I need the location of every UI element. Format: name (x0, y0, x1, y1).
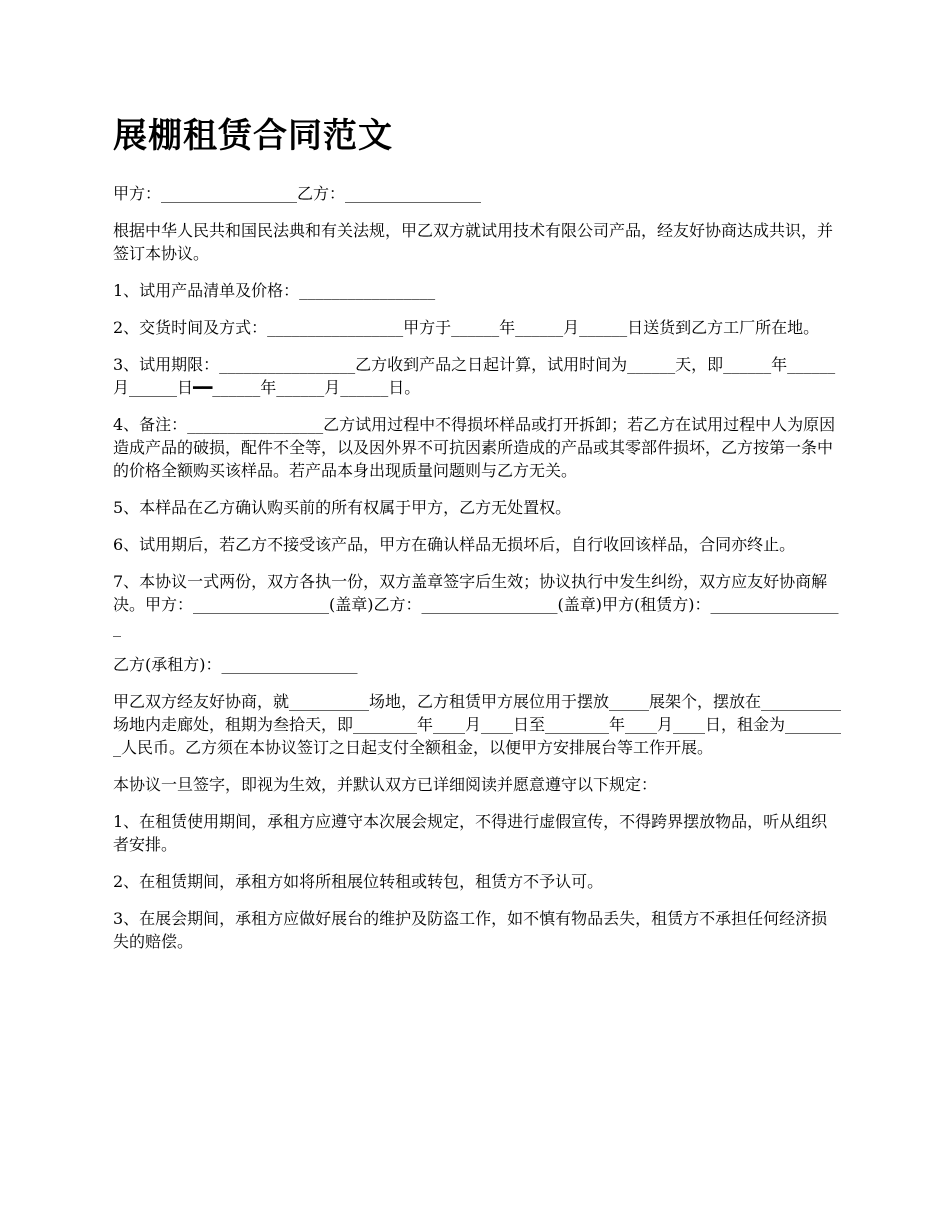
clause-6: 6、试用期后，若乙方不接受该产品，甲方在确认样品无损坏后，自行收回该样品，合同亦终止。 (113, 535, 796, 554)
document-title: 展棚租赁合同范文 (113, 116, 393, 156)
clause-5: 5、本样品在乙方确认购买前的所有权属于甲方，乙方无处置权。 (113, 498, 572, 517)
clause-4: 4、备注：_________________乙方试用过程中不得损坏样品或打开拆卸；若乙方在试用过程中人为原因造成产品的破损，配件不全等，以及因外界不可抗因素所造成的产品或其零部件损坏，乙方按第一条中的价格全额购买该样品。若产品本身出现质量问题则与乙方无关。 (113, 415, 836, 480)
lessee-signature-line: 乙方(承租方)：_________________ (113, 655, 358, 674)
rule-1: 1、在租赁使用期间，承租方应遵守本次展会规定，不得进行虚假宣传，不得跨界摆放物品，听从组织者安排。 (113, 812, 828, 854)
clause-2: 2、交货时间及方式：_________________甲方于______年______月______日送货到乙方工厂所在地。 (113, 318, 820, 337)
document-page (113, 110, 841, 967)
intro-paragraph: 根据中华人民共和国民法典和有关法规，甲乙双方就试用技术有限公司产品，经友好协商达成共识，并签订本协议。 (113, 221, 834, 263)
rental-terms-paragraph: 甲乙双方经友好协商，就__________场地，乙方租赁甲方展位用于摆放_____展架个，摆放在__________场地内走廊处，租期为叁拾天，即________年____月____日至________年____月____日，租金为________人民币。乙方须在本协议签订之日起支付全额租金，以便甲方安排展台等工作开展。 (113, 692, 842, 757)
clause-7: 7、本协议一式两份，双方各执一份，双方盖章签字后生效；协议执行中发生纠纷，双方应友好协商解决。甲方：_________________(盖章)乙方：_________________(盖章)甲方(租赁方)：_________________ (113, 572, 839, 637)
rule-3: 3、在展会期间，承租方应做好展台的维护及防盗工作，如不慎有物品丢失，租赁方不承担任何经济损失的赔偿。 (113, 909, 828, 951)
agreement-effect-paragraph: 本协议一旦签字，即视为生效，并默认双方已详细阅读并愿意遵守以下规定： (113, 775, 658, 794)
rule-2: 2、在租赁期间，承租方如将所租展位转租或转包，租赁方不予认可。 (113, 872, 604, 891)
party-line: 甲方：_________________乙方：_________________ (113, 184, 482, 203)
clause-3: 3、试用期限：_________________乙方收到产品之日起计算，试用时间为______天，即______年______月______日━━______年______月______日。 (113, 355, 836, 397)
clause-1: 1、试用产品清单及价格：_________________ (113, 281, 436, 300)
